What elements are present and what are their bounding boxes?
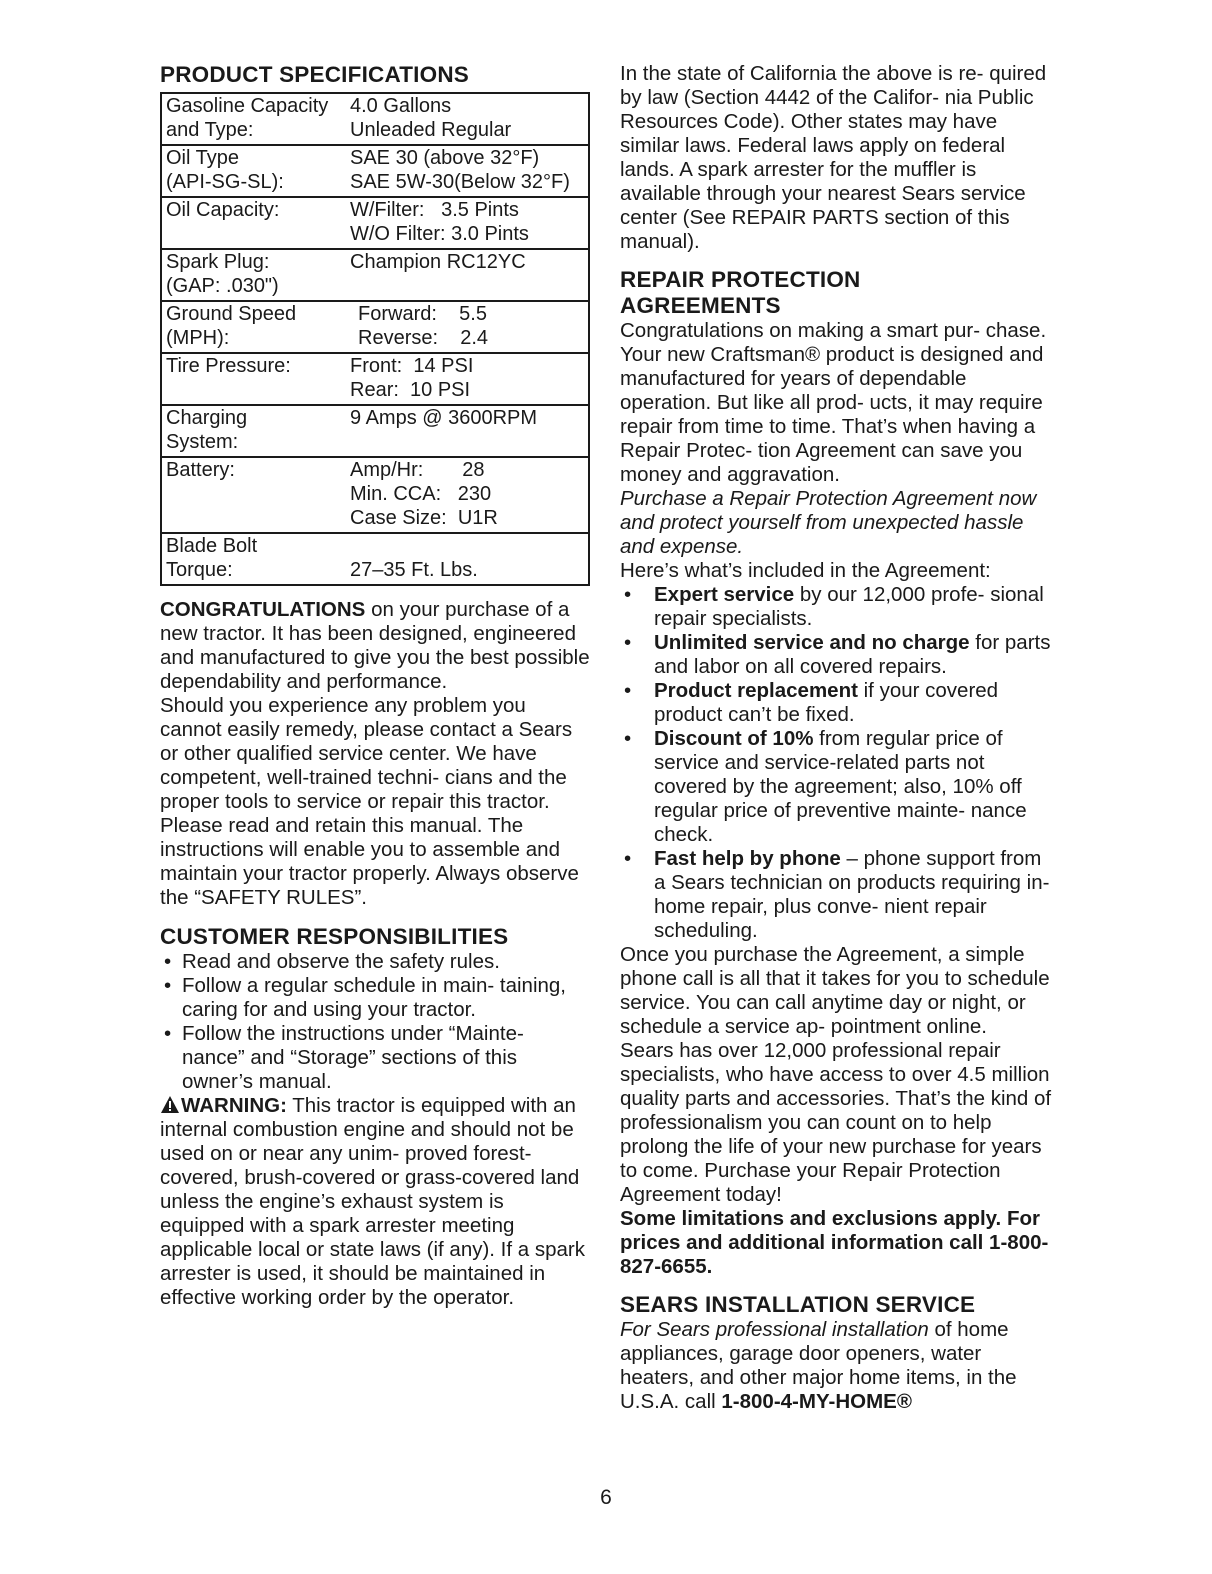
spec-label: Gasoline Capacity and Type: [166, 95, 329, 141]
warning-text: This tractor is equipped with an internal combustion engine and should not be used on or near any unim- proved forest-covered, brush-covered or grass-covered land unless the engine’s exhaust system is equipped with a spark arrester meeting applicable local or state laws (if any). If a spark arrester is used, it should be maintained in effective working order by the operator. [160, 1094, 585, 1309]
list-item [620, 679, 1055, 727]
installation-italic: For Sears professional installation [620, 1318, 929, 1341]
limitations-paragraph [620, 1207, 1055, 1279]
list-item [620, 727, 1055, 847]
service-paragraph: Should you experience any problem you cannot easily remedy, please contact a Sears or other qualified service center. We have competent, well-trained techni- cians and the proper tools to service or repair this tractor. [160, 694, 573, 813]
list-item: • Follow the instructions under “Mainte- nance” and “Storage” sections of this owner’s manual. [160, 1022, 592, 1094]
spec-value: Amp/Hr: 28 Min. CCA: 230 Case Size: U1R [350, 459, 498, 529]
item-bold: Expert service [654, 583, 795, 606]
purchase-paragraph: Once you purchase the Agreement, a simple phone call is all that it takes for you to schedule service. You can call anytime day or night, or schedule a service ap- pointment online. [620, 943, 1050, 1038]
list-item: • Follow a regular schedule in main- taining, caring for and using your tractor. [160, 974, 592, 1022]
spec-row [162, 352, 588, 404]
list-item [620, 847, 1055, 943]
left-column [160, 62, 592, 1310]
warning-triangle-icon [160, 1095, 180, 1114]
purchase-italic-paragraph [620, 487, 1055, 559]
customer-responsibilities-heading: CUSTOMER RESPONSIBILITIES [160, 924, 509, 949]
spec-row [162, 300, 588, 352]
spec-value: Champion RC12YC [350, 251, 526, 273]
item-text: for parts and labor on all covered repairs. [654, 631, 1051, 678]
spec-label: Oil Type (API-SG-SL): [166, 147, 284, 193]
manual-paragraph: Please read and retain this manual. The instructions will enable you to assemble and maintain your tractor properly. Always observe the “SAFETY RULES”. [160, 814, 579, 909]
spec-label: Blade Bolt Torque: [166, 535, 258, 581]
included-lead: Here’s what’s included in the Agreement: [620, 559, 991, 582]
repair-protection-paragraph: Congratulations on making a smart pur- chase. Your new Craftsman® product is designed and manufactured for years of dependable operation. But like all prod- ucts, it may require repair from time to time. That’s when having a Repair Protec- tion Agreement can save you money and aggravation. [620, 319, 1047, 486]
spec-label: Ground Speed (MPH): [166, 303, 297, 349]
repair-protection-heading [620, 267, 1055, 319]
spec-row [162, 94, 588, 144]
spec-row [162, 196, 588, 248]
warning-paragraph [160, 1094, 592, 1310]
spec-row [162, 456, 588, 532]
item-text: from regular price of service and service-related parts not covered by the agreement; also, 10% off regular price of preventive mainte- nance check. [654, 727, 1027, 846]
spec-value: Forward: 5.5 Reverse: 2.4 [358, 303, 489, 349]
item-text: by our 12,000 profe- sional repair specialists. [654, 583, 1044, 630]
spec-row [162, 144, 588, 196]
congratulations-lead: CONGRATULATIONS [160, 598, 366, 621]
sears-paragraph: Sears has over 12,000 professional repair specialists, who have access to over 4.5 million quality parts and accessories. That’s the kind of professionalism you can count on to help prolong the life of your new purchase for years to come. Purchase your Repair Protection Agreement today! [620, 1039, 1052, 1206]
installation-text: of home appliances, garage door openers, water heaters, and other major home items, in the U.S.A. call [620, 1318, 1017, 1413]
heading-line: AGREEMENTS [620, 293, 781, 318]
spec-row [162, 532, 588, 584]
agreement-benefits-list [620, 583, 1055, 943]
item-bold: Unlimited service and no charge [654, 631, 970, 654]
item-bold: Discount of 10% [654, 727, 814, 750]
congratulations-text: on your purchase of a new tractor. It has been designed, engineered and manufactured to give you the best possible dependability and performance. [160, 598, 590, 693]
product-specifications-heading: PRODUCT SPECIFICATIONS [160, 62, 469, 87]
item-text: – phone support from a Sears technician on products requiring in-home repair, plus conve- nient repair scheduling. [654, 847, 1050, 942]
spec-row [162, 404, 588, 456]
right-column [620, 62, 1055, 1414]
spec-label: Tire Pressure: [166, 355, 291, 377]
spec-value: 27–35 Ft. Lbs. [350, 559, 478, 581]
limitations-text: Some limitations and exclusions apply. For prices and additional information call 1-800-827-6655. [620, 1207, 1049, 1278]
list-item: • Read and observe the safety rules. [160, 950, 592, 974]
list-item [620, 631, 1055, 679]
spec-label: Spark Plug: (GAP: .030") [166, 251, 279, 297]
spec-value: 4.0 Gallons Unleaded Regular [350, 95, 512, 141]
list-item [620, 583, 1055, 631]
california-paragraph: In the state of California the above is re- quired by law (Section 4442 of the Califor- nia Public Resources Code). Other states may have similar laws. Federal laws apply on federal lands. A spark arrester for the muffler is available through your nearest Sears service center (See REPAIR PARTS section of this manual). [620, 62, 1047, 253]
specifications-table [160, 92, 590, 586]
heading-line: REPAIR PROTECTION [620, 267, 861, 292]
spec-value: 9 Amps @ 3600RPM [350, 407, 538, 429]
sears-installation-heading: SEARS INSTALLATION SERVICE [620, 1292, 976, 1317]
warning-label: WARNING: [181, 1094, 287, 1117]
page-number: 6 [600, 1486, 612, 1509]
spec-label: Oil Capacity: [166, 199, 280, 221]
item-bold: Fast help by phone [654, 847, 841, 870]
spec-label: Charging System: [166, 407, 248, 453]
spec-row [162, 248, 588, 300]
spec-value: Front: 14 PSI Rear: 10 PSI [350, 355, 474, 401]
spec-value: SAE 30 (above 32°F) SAE 5W-30(Below 32°F) [350, 147, 570, 193]
item-bold: Product replacement [654, 679, 858, 702]
installation-paragraph [620, 1318, 1055, 1414]
italic-text: Purchase a Repair Protection Agreement now and protect yourself from unexpected hassle and expense. [620, 487, 1037, 558]
spec-value: W/Filter: 3.5 Pints W/O Filter: 3.0 Pints [350, 199, 529, 245]
congratulations-paragraph [160, 598, 592, 694]
responsibilities-list [160, 950, 592, 1094]
spec-label: Battery: [166, 459, 235, 481]
item-text: if your covered product can’t be fixed. [654, 679, 999, 726]
installation-phone: 1-800-4-MY-HOME® [721, 1390, 912, 1413]
